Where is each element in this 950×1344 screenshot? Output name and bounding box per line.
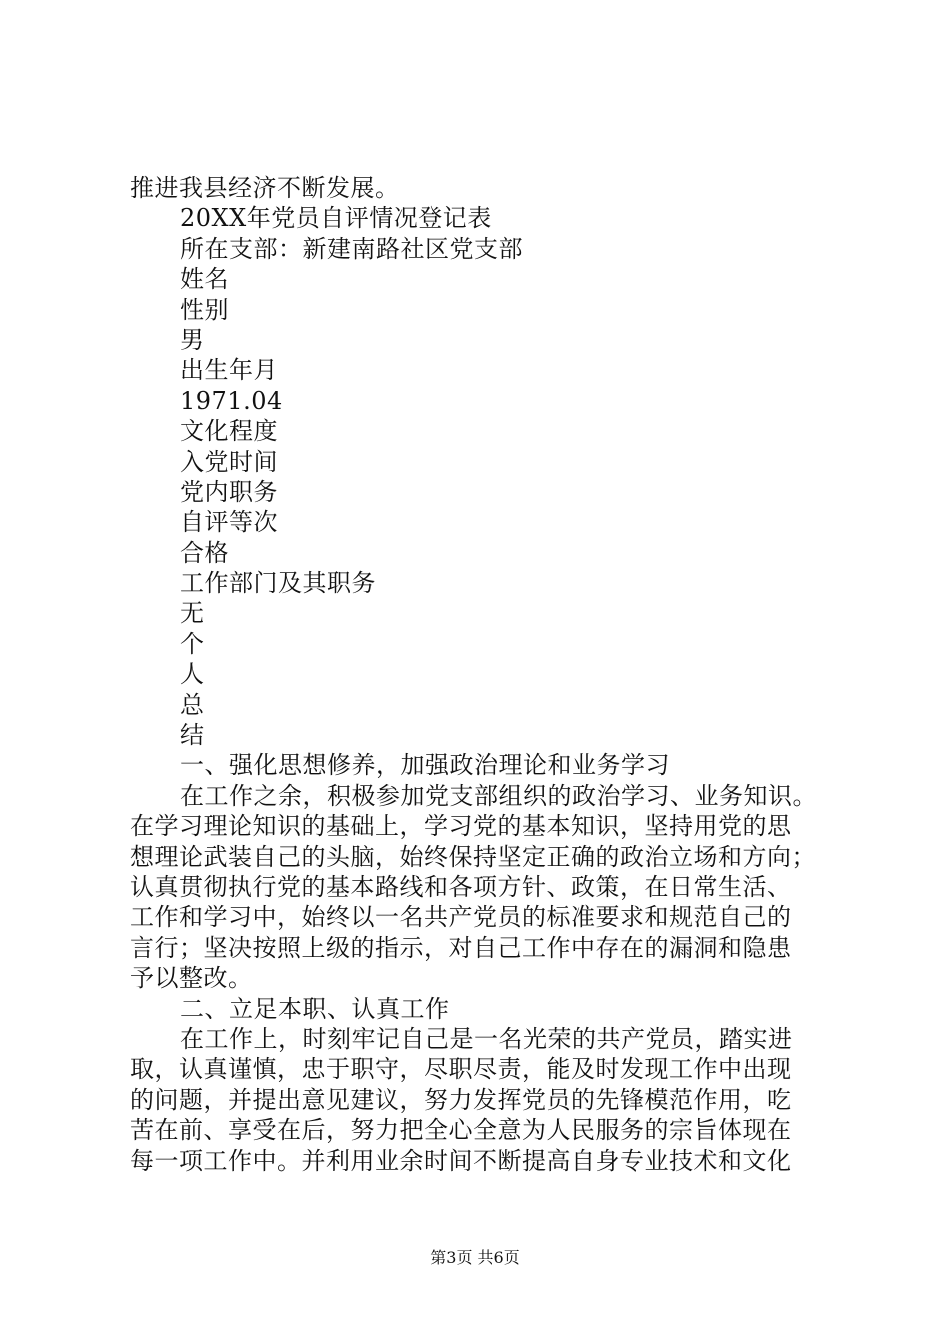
text-line: 在学习理论知识的基础上，学习党的基本知识，坚持用党的思 bbox=[130, 812, 792, 841]
text-line: 自评等次 bbox=[180, 508, 278, 537]
text-line: 二、立足本职、认真工作 bbox=[180, 994, 450, 1023]
text-line: 出生年月 bbox=[180, 356, 278, 385]
text-line: 个 bbox=[180, 629, 205, 658]
text-line: 想理论武装自己的头脑，始终保持坚定正确的政治立场和方向； bbox=[130, 842, 816, 871]
text-line: 20XX年党员自评情况登记表 bbox=[180, 204, 492, 233]
text-line: 认真贯彻执行党的基本路线和各项方针、政策，在日常生活、 bbox=[130, 872, 792, 901]
text-line: 所在支部：新建南路社区党支部 bbox=[180, 234, 523, 263]
text-line: 结 bbox=[180, 721, 205, 750]
text-line: 言行；坚决按照上级的指示，对自己工作中存在的漏洞和隐患 bbox=[130, 933, 792, 962]
text-line: 工作部门及其职务 bbox=[180, 569, 376, 598]
text-line: 在工作上，时刻牢记自己是一名光荣的共产党员，踏实进 bbox=[180, 1024, 793, 1053]
text-line: 无 bbox=[180, 599, 205, 628]
text-line: 总 bbox=[180, 690, 205, 719]
text-line: 人 bbox=[180, 660, 205, 689]
text-line: 取，认真谨慎，忠于职守，尽职尽责，能及时发现工作中出现 bbox=[130, 1055, 792, 1084]
text-line: 性别 bbox=[180, 295, 229, 324]
text-line: 1971.04 bbox=[180, 386, 283, 415]
text-line: 予以整改。 bbox=[130, 964, 253, 993]
text-line: 文化程度 bbox=[180, 417, 278, 446]
text-line: 入党时间 bbox=[180, 447, 278, 476]
text-line: 推进我县经济不断发展。 bbox=[130, 174, 400, 202]
text-line: 每一项工作中。并利用业余时间不断提高自身专业技术和文化 bbox=[130, 1146, 792, 1175]
page-footer: 第3页 共6页 bbox=[430, 1248, 520, 1267]
document-body bbox=[130, 173, 830, 1176]
text-line: 苦在前、享受在后，努力把全心全意为人民服务的宗旨体现在 bbox=[130, 1116, 792, 1145]
text-line: 党内职务 bbox=[180, 477, 278, 506]
text-line: 男 bbox=[180, 325, 205, 354]
text-line: 合格 bbox=[180, 538, 229, 567]
text-line: 工作和学习中，始终以一名共产党员的标准要求和规范自己的 bbox=[130, 903, 792, 932]
text-line: 在工作之余，积极参加党支部组织的政治学习、业务知识。 bbox=[180, 781, 817, 810]
text-line: 的问题，并提出意见建议，努力发挥党员的先锋模范作用，吃 bbox=[130, 1085, 792, 1114]
text-line: 姓名 bbox=[180, 265, 229, 294]
text-line: 一、强化思想修养，加强政治理论和业务学习 bbox=[180, 751, 670, 780]
